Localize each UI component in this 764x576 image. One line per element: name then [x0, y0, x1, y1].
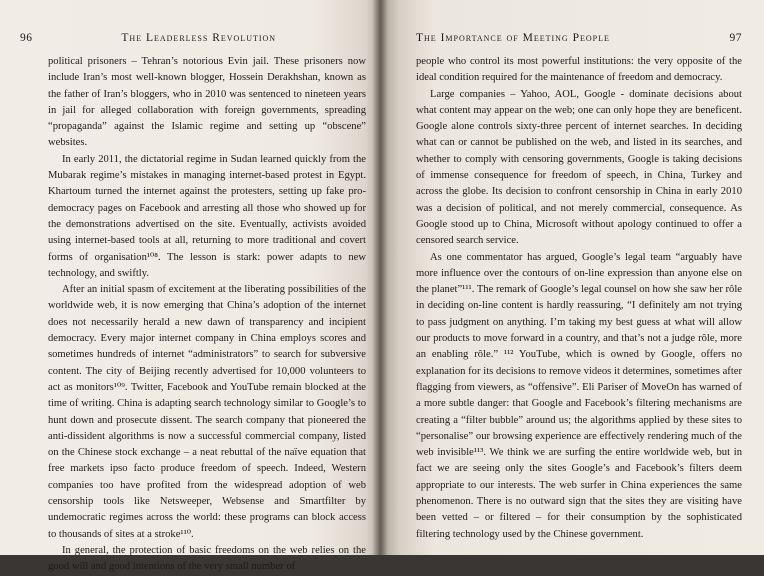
right-running-head	[416, 32, 742, 46]
right-page-number: 97	[729, 32, 742, 44]
paragraph: As one commentator has argued, Google’s legal team “arguably have more influence over the contours of on-line expression than anyone else on the planet”¹¹¹. The remark of Google’s legal counsel on how she saw her rôle in deciding on-line content is hardly reassuring, “I definitely am not trying to pass judgment on anything. I’m taking my best guess at what will allow our products to move forward in a country, and that’s not a judge rôle, more an enabling rôle.” ¹¹² YouTube, which is owned by Google, offers no explanation for its decisions to remove videos it determines, sometimes after flagging from viewers, as “offensive”. Eli Pariser of MoveOn has warned of a more subtle danger: that Google and Facebook’s filtering mechanisms are creating a “filter bubble” around us; the algorithms applied by these sites to “personalise” our browsing experience are effectively rendering much of the web invisible¹¹³. We think we are surfing the entire worldwide web, but in fact we are seeing only the sites Google’s and Facebook’s filters deem appropriate to our interests. The web surfer in China experiences the same phenomenon. There is no outward sign that the sites they are visiting have been vetted – or filtered – for their consumption by the sophisticated filtering technology used by the Chinese government.	[416, 251, 742, 540]
right-page	[380, 0, 764, 555]
left-page-number: 96	[20, 32, 33, 44]
paragraph: In general, the protection of basic freedoms on the web relies on the good will and good intentions of the very small number of	[48, 544, 366, 573]
right-running-title: The Importance of Meeting People	[416, 32, 610, 44]
paragraph: After an initial spasm of excitement at the liberating possibilities of the worldwide web, it is now emerging that China’s adoption of the internet does not necessarily herald a new dawn of transparency and incipient democracy. Every major internet company in China employs scores and sometimes hundreds of internet “administrators” to search for subversive content. The city of Beijing recently advertised for 10,000 volunteers to act as monitors¹⁰⁹. Twitter, Facebook and YouTube remain blocked at the time of writing. China is adapting search technology similar to Google’s to hunt down and prosecute dissent. The search company that pioneered the anti-dissident algorithms is now a successful commercial company, listed on the Chinese stock exchange – a neat rebuttal of the naïve equation that free markets ipso facto produce freedom of speech. Indeed, Western companies too have profited from the widespread adoption of web censorship tools like Netsweeper, Websense and Smartfilter by undemocratic regimes across the world: these programs can block access to thousands of sites at a stroke¹¹⁰.	[48, 284, 366, 540]
paragraph: people who control its most powerful institutions: the very opposite of the ideal condition required for the maintenance of freedom and democracy.	[416, 56, 742, 84]
right-body-text	[416, 54, 742, 543]
left-body-text	[48, 54, 366, 576]
left-running-head	[20, 32, 366, 46]
paragraph: In early 2011, the dictatorial regime in Sudan learned quickly from the Mubarak regime’s mistakes in managing internet-based protest in Egypt. Khartoum turned the internet against the protesters, setting up fake pro-democracy pages on Facebook and arresting all those who showed up for the demonstrations advertised on the site. Eventually, activists avoided using internet-based tools at all, returning to more traditional and covert forms of organisation¹⁰⁸. The lesson is stark: power adapts to new technology, and swiftly.	[48, 153, 366, 279]
paragraph: Large companies – Yahoo, AOL, Google - dominate decisions about what content may appear on the web; one can only hope they are beneficent. Google alone controls sixty-three percent of internet searches. In deciding what can or cannot be published on the web, and listed in its searches, and whether to comply with censoring governments, Google is taking decisions of immense consequence for freedom of speech, in China, Turkey and across the globe. Its decision to confront censorship in China in early 2010 was a decision of political, and not merely commercial, consequence. As Google stood up to China, Microsoft without apology continued to offer a censored search service.	[416, 88, 742, 247]
paragraph: political prisoners – Tehran’s notorious Evin jail. These prisoners now include Iran’s most well-known blogger, Hossein Derakhshan, known as the father of Iran’s bloggers, who in 2010 was sentenced to nineteen years in jail for alleged collaboration with foreign governments, spreading “propaganda” against the Islamic regime and setting up “obscene” websites.	[48, 56, 366, 149]
left-page	[0, 0, 380, 573]
left-running-title: The Leaderless Revolution	[121, 32, 277, 44]
